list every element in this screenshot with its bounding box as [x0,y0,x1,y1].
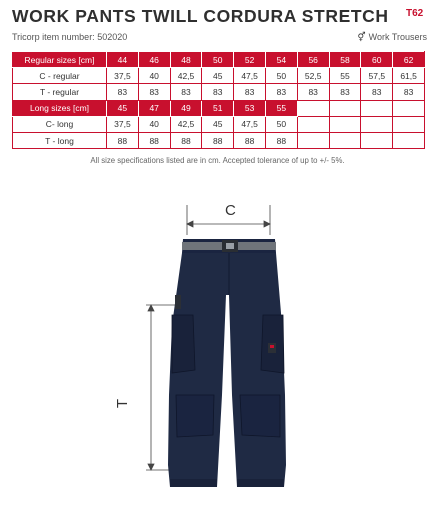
table-row [13,84,425,100]
table-cell [297,132,329,148]
c-dimension-label: C [225,202,236,219]
table-cell: 45 [202,116,234,132]
table-cell: 83 [393,84,425,100]
table-cell: 83 [202,84,234,100]
table-cell: 83 [265,84,297,100]
table-cell: 40 [138,68,170,84]
table-cell: 37,5 [107,116,139,132]
table-cell: 50 [202,52,234,68]
table-cell: 44 [107,52,139,68]
category-text: Work Trousers [368,32,427,42]
table-cell: 37,5 [107,68,139,84]
table-cell: 57,5 [361,68,393,84]
table-cell: 83 [170,84,202,100]
table-cell: 83 [329,84,361,100]
table-row [13,68,425,84]
table-cell: 62 [393,52,425,68]
table-row [13,116,425,132]
table-cell: 83 [234,84,266,100]
table-cell: 53 [234,100,266,116]
table-cell: 47 [138,100,170,116]
table-cell: 49 [170,100,202,116]
product-code: T62 [406,8,424,19]
table-cell: 83 [361,84,393,100]
table-cell [329,116,361,132]
table-cell: 42,5 [170,116,202,132]
table-cell: 40 [138,116,170,132]
long-size-header-row [13,100,425,116]
table-cell: 83 [138,84,170,100]
table-cell: 56 [297,52,329,68]
table-cell: 88 [265,132,297,148]
table-cell [329,100,361,116]
row-label: T - regular [13,84,107,100]
size-table-body [13,52,425,149]
subheader [12,32,427,46]
t-dimension-label: T [114,398,132,409]
regular-size-header-row [13,52,425,68]
table-cell: 51 [202,100,234,116]
table-cell: 60 [361,52,393,68]
table-cell: 88 [107,132,139,148]
pants-drawing [0,195,435,500]
row-label: T - long [13,132,107,148]
table-cell [329,132,361,148]
row-label: Long sizes [cm] [13,100,107,116]
table-cell [297,116,329,132]
row-label: Regular sizes [cm] [13,52,107,68]
table-cell: 55 [265,100,297,116]
row-label: C- long [13,116,107,132]
page-title: WORK PANTS TWILL CORDURA STRETCH [12,6,389,26]
table-cell [393,116,425,132]
table-cell [361,100,393,116]
table-cell: 58 [329,52,361,68]
pants-illustration [0,195,435,500]
pants-shape [168,239,286,487]
table-cell: 88 [170,132,202,148]
table-cell: 61,5 [393,68,425,84]
table-cell: 52 [234,52,266,68]
table-cell: 50 [265,116,297,132]
table-cell: 52,5 [297,68,329,84]
gender-icon: ⚥ [357,32,366,42]
category-label [358,32,428,43]
table-cell: 42,5 [170,68,202,84]
table-cell: 48 [170,52,202,68]
table-cell: 46 [138,52,170,68]
header [12,6,427,30]
table-cell: 88 [234,132,266,148]
table-cell: 47,5 [234,116,266,132]
table-cell: 47,5 [234,68,266,84]
table-cell [393,132,425,148]
table-cell: 45 [107,100,139,116]
table-row [13,132,425,148]
table-cell [361,132,393,148]
size-table [12,51,425,149]
table-cell: 83 [107,84,139,100]
table-cell: 88 [202,132,234,148]
table-cell [393,100,425,116]
table-cell: 55 [329,68,361,84]
table-cell: 45 [202,68,234,84]
table-cell: 88 [138,132,170,148]
tolerance-note: All size specifications listed are in cm. Accepted tolerance of up to +/- 5%. [90,156,345,165]
row-label: C - regular [13,68,107,84]
table-cell: 83 [297,84,329,100]
table-cell [297,100,329,116]
item-number: Tricorp item number: 502020 [12,32,128,42]
table-cell: 50 [265,68,297,84]
table-cell [361,116,393,132]
table-cell: 54 [265,52,297,68]
